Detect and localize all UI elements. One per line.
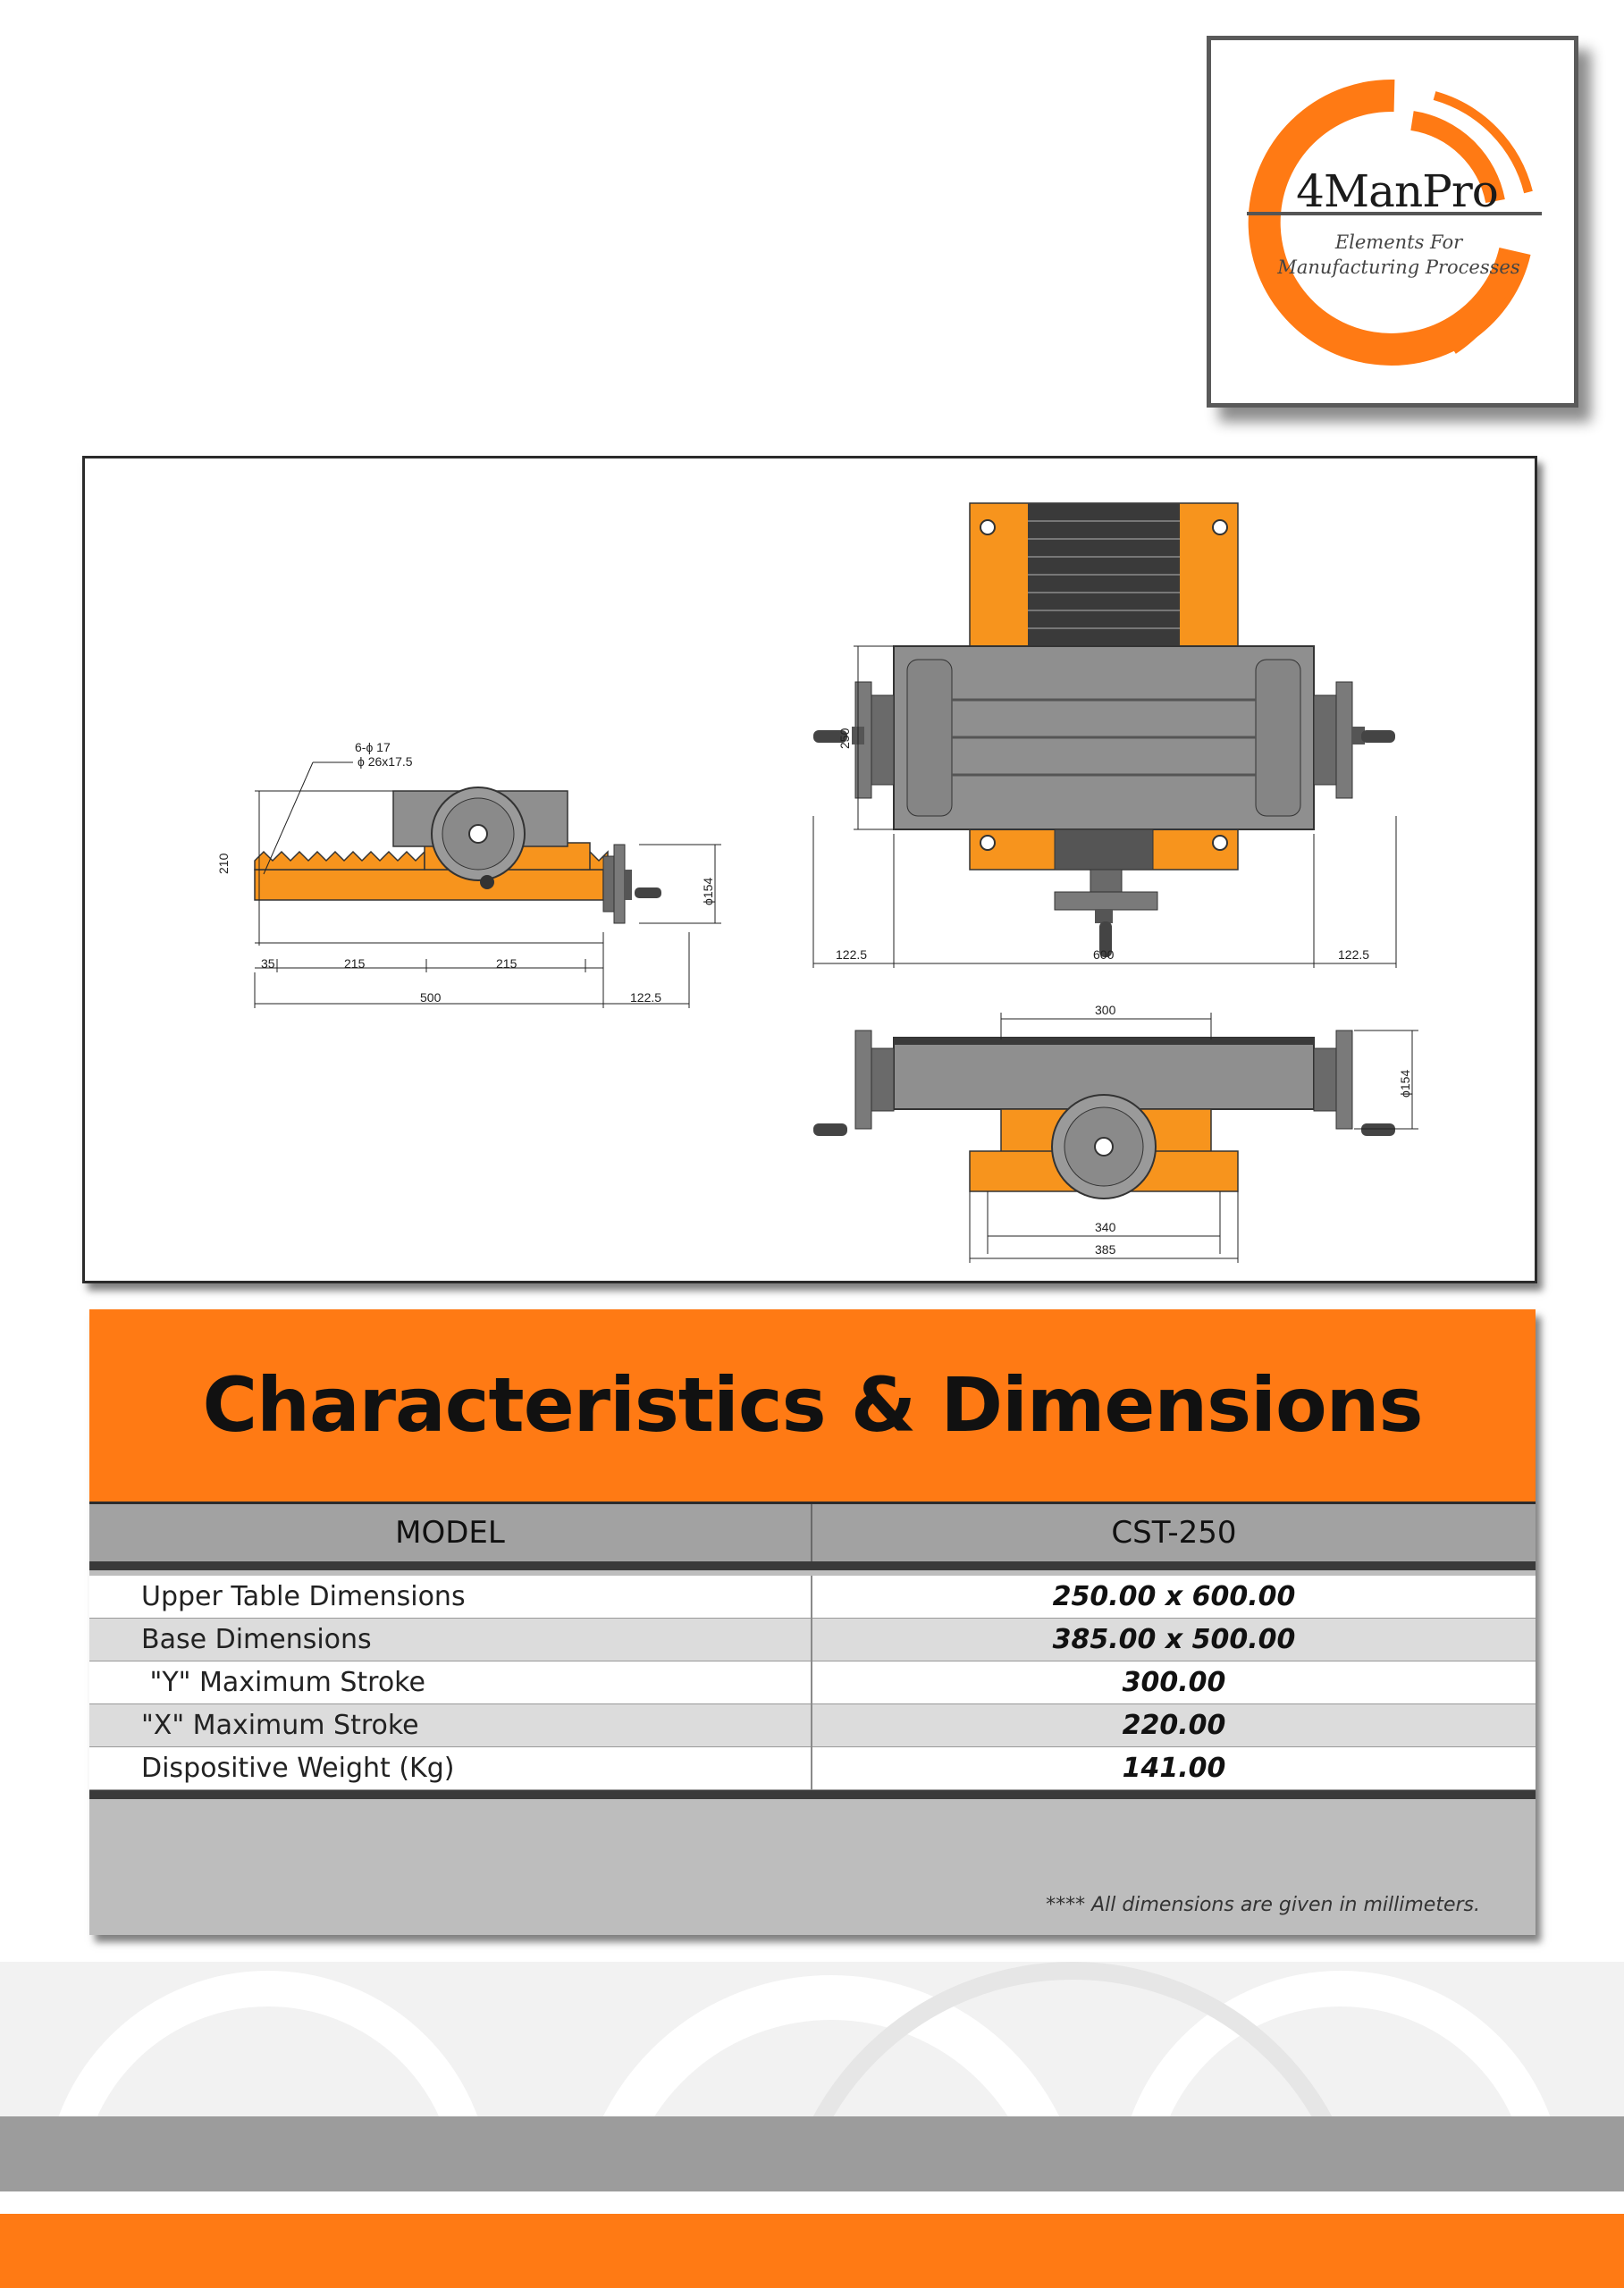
spec-label: Dispositive Weight (Kg) [141,1753,455,1784]
logo-brand-name: 4ManPro [1296,165,1498,217]
spec-value: 220.00 [1122,1710,1226,1741]
front-view-drawing [813,1003,1418,1263]
specifications-panel [89,1309,1536,1935]
technical-drawing-panel [82,456,1537,1283]
top-left-offset-label: 122.5 [836,947,868,962]
side-hole-note-1: 6-ϕ 17 [355,740,391,754]
side-view-drawing [216,740,721,1008]
side-handwheel-dia-label: ϕ154 [701,877,715,905]
footer-grey-band [0,2116,1624,2191]
top-view-drawing [813,503,1396,968]
side-height-label: 210 [216,853,231,874]
footer-orange-band [0,2214,1624,2288]
spec-label: "Y" Maximum Stroke [141,1667,425,1698]
spec-value: 300.00 [1122,1667,1226,1698]
spec-label: Upper Table Dimensions [141,1581,466,1612]
specifications-title: Characteristics & Dimensions [202,1361,1423,1449]
side-hole-note-2: ϕ 26x17.5 [358,754,413,769]
table-row [89,1704,1536,1747]
front-base-inner-label: 340 [1095,1220,1116,1234]
side-dim-215b-label: 215 [496,956,517,971]
logo-tagline-line2: Manufacturing Processes [1277,257,1520,278]
model-divider [811,1504,812,1561]
model-header-label: MODEL [395,1515,505,1551]
spec-label: "X" Maximum Stroke [141,1710,419,1741]
logo-tagline-line1: Elements For [1334,231,1463,253]
top-width-label: 250 [837,728,852,749]
table-top-rule [89,1561,1536,1570]
table-row [89,1661,1536,1704]
side-length-label: 500 [420,990,442,1005]
spec-label: Base Dimensions [141,1624,372,1655]
technical-drawing [85,458,1535,1281]
front-base-outer-label: 385 [1095,1242,1116,1257]
logo-swirl-graphic [1211,40,1574,403]
logo-tagline [1265,230,1533,280]
specifications-header [89,1309,1536,1504]
front-handwheel-dia-label: ϕ154 [1398,1069,1412,1098]
top-right-offset-label: 122.5 [1338,947,1370,962]
table-bottom-rule [89,1790,1536,1799]
company-logo [1207,36,1578,408]
side-handwheel-offset-label: 122.5 [630,990,662,1005]
side-dim-215a-label: 215 [344,956,366,971]
table-row [89,1747,1536,1790]
front-stroke-label: 300 [1095,1003,1116,1017]
top-length-label: 600 [1093,947,1115,962]
table-row [89,1576,1536,1619]
model-header-row [89,1504,1536,1561]
side-dim-35-label: 35 [261,956,275,971]
units-footnote: **** All dimensions are given in millimeters. [1046,1894,1480,1916]
spec-value: 250.00 x 600.00 [1052,1581,1296,1612]
table-row [89,1619,1536,1661]
model-value: CST-250 [1111,1515,1237,1551]
spec-value: 385.00 x 500.00 [1052,1624,1296,1655]
spec-value: 141.00 [1122,1753,1226,1784]
